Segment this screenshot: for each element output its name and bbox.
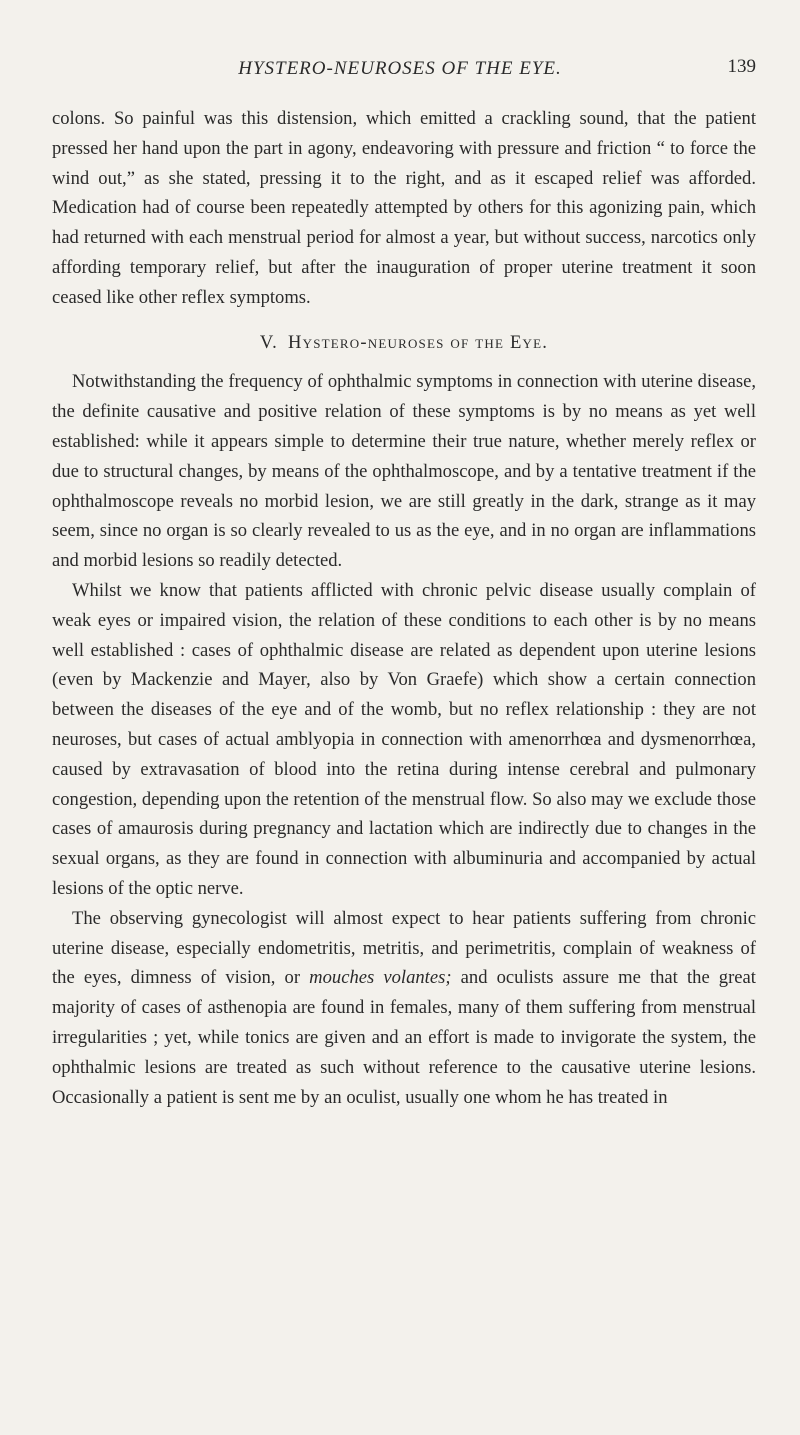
section-heading [52,328,756,358]
section-number: V. [259,331,278,353]
body-text [52,104,756,1112]
paragraph-continued: colons. So painful was this distension, which emitted a crackling sound, that the patient pressed her hand upon the part in agony, endeavoring with pressure and friction “ to force the wind out,” as she stated, pressing it to the right, and as it escaped relief was afforded. Medication had of course been repeatedly attempted by others for this agonizing pain, which had returned with each menstrual period for almost a year, but without success, narcotics only affording temporary relief, but after the inauguration of proper uterine treatment it soon ceased like other reflex symptoms. [52,108,756,308]
italic-term: mouches volantes; [309,967,452,989]
paragraph: Whilst we know that patients afflicted with chronic pelvic disease usually complain of weak eyes or impaired vision, the relation of these conditions to each other is by no means well established : cases of ophthalmic disease are related as dependent upon uterine lesions (even by Mackenzie and Mayer, also by Von Graefe) which show a certain connection between the diseases of the eye and of the womb, but no reflex relationship : they are not neuroses, but cases of actual amblyopia in connection with amenorrhœa and dysmenorrhœa, caused by extravasation of blood into the retina during intense cerebral and pulmonary congestion, depending upon the retention of the menstrual flow. So also may we exclude those cases of amaurosis during pregnancy and lactation which are indirectly due to changes in the sexual organs, as they are found in connection with albuminuria and accompanied by actual lesions of the optic nerve. [52,579,756,899]
paragraph [52,904,756,1113]
running-head: HYSTERO-NEUROSES OF THE EYE. [238,58,562,79]
paragraph-text: The observing gynecologist will almost expect to hear patients suffering from chronic uterine disease, especially endometritis, metritis, and perimetritis, complain of weakness of the eyes, dimness of vision, or [52,907,756,989]
paragraph: Notwithstanding the frequency of ophthalmic symptoms in connection with uterine disease, the definite causative and positive relation of these symptoms is by no means as yet well established: while it appears simple to determine their true nature, whether merely reflex or due to structural changes, by means of the ophthalmoscope, and by a tentative treatment if the ophthalmoscope reveals no morbid lesion, we are still greatly in the dark, strange as it may seem, since no organ is so clearly revealed to us as the eye, and in no organ are inflammations and morbid lesions so readily detected. [52,371,756,572]
section-title: Hystero-neuroses of the Eye. [287,331,549,353]
paragraph-text: and oculists assure me that the great majority of cases of asthenopia are found in females, many of them suffering from menstrual irregularities ; yet, while tonics are given and an effort is made to invigorate the system, the ophthalmic lesions are treated as such without reference to the causative uterine lesions. Occasionally a patient is sent me by an oculist, usually one whom he has treated in [52,967,756,1108]
page-number: 139 [727,56,756,77]
